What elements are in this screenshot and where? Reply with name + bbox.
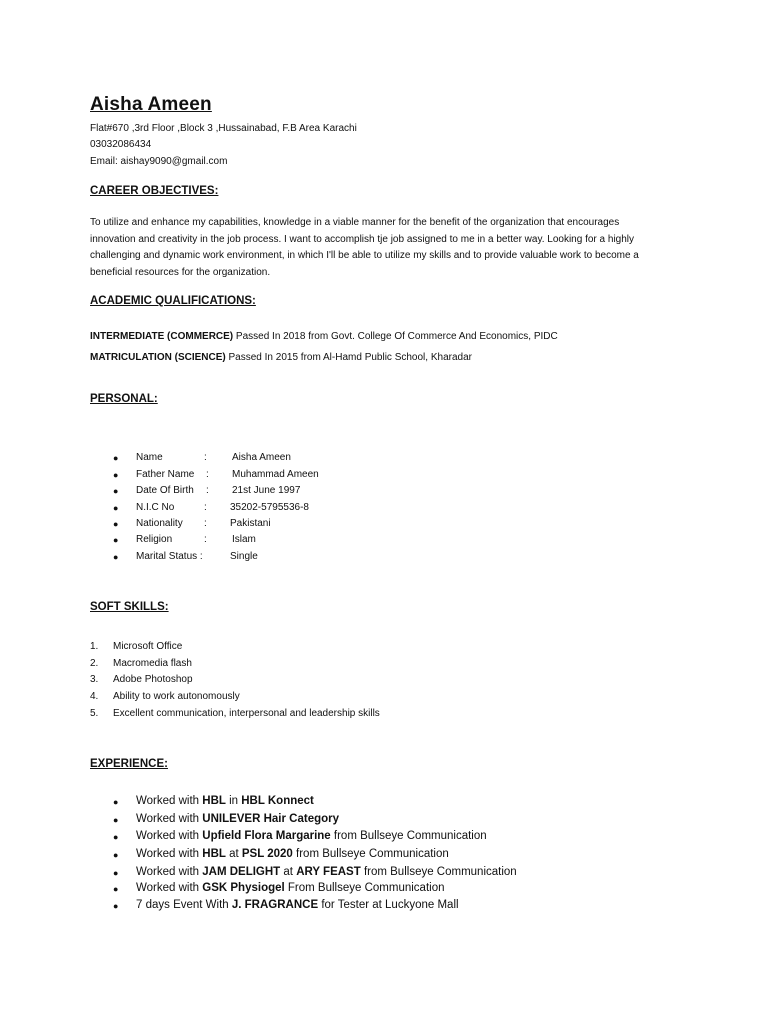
email: Email: aishay9090@gmail.com bbox=[90, 156, 228, 167]
career-line-3: challenging and dynamic work environment, in which I'll be able to utilize my skills and to provide valuable work to become a bbox=[90, 250, 639, 261]
experience-text: from Bullseye Communication bbox=[360, 866, 517, 878]
skill-item: Ability to work autonomously bbox=[113, 691, 240, 702]
experience-text: Worked with bbox=[136, 866, 203, 878]
career-objectives-heading: CAREER OBJECTIVES: bbox=[90, 185, 219, 197]
skill-item: Macromedia flash bbox=[113, 658, 192, 669]
bullet-icon: ● bbox=[113, 486, 119, 496]
skill-number: 3. bbox=[90, 674, 99, 685]
bullet-icon: ● bbox=[113, 815, 119, 825]
personal-field-label: Religion bbox=[136, 534, 173, 545]
experience-highlight: HBL bbox=[202, 795, 226, 807]
career-line-2: innovation and creativity in the job process. I want to accomplish tje job assigned to me in a better way. Looking for a highly bbox=[90, 234, 635, 245]
personal-heading: PERSONAL: bbox=[90, 393, 158, 405]
skill-number: 5. bbox=[90, 708, 99, 719]
qualification-label: INTERMEDIATE (COMMERCE) bbox=[90, 331, 234, 342]
qualification-matriculation bbox=[90, 352, 472, 363]
bullet-icon: ● bbox=[113, 503, 119, 513]
personal-field-separator: : bbox=[204, 452, 207, 463]
qualification-text: Passed In 2018 from Govt. College Of Commerce And Economics, PIDC bbox=[233, 331, 558, 342]
personal-field-separator: : bbox=[204, 534, 207, 545]
experience-text: Worked with bbox=[136, 882, 203, 894]
experience-highlight: GSK Physiogel bbox=[202, 882, 285, 894]
personal-field-label: Nationality bbox=[136, 518, 183, 529]
experience-highlight: UNILEVER Hair Category bbox=[202, 813, 340, 825]
experience-text: for Tester at Luckyone Mall bbox=[318, 899, 459, 911]
qualification-text: Passed In 2015 from Al-Hamd Public School, Kharadar bbox=[225, 352, 472, 363]
academic-heading: ACADEMIC QUALIFICATIONS: bbox=[90, 295, 256, 307]
bullet-icon: ● bbox=[113, 884, 119, 894]
qualification-label: MATRICULATION (SCIENCE) bbox=[90, 352, 226, 363]
personal-field-separator: : bbox=[204, 502, 207, 513]
address: Flat#670 ,3rd Floor ,Block 3 ,Hussainabad, F.B Area Karachi bbox=[90, 123, 357, 134]
experience-text: from Bullseye Communication bbox=[330, 830, 487, 842]
personal-field-value: Islam bbox=[232, 534, 256, 545]
experience-text: from Bullseye Communication bbox=[292, 848, 449, 860]
bullet-icon: ● bbox=[113, 832, 119, 842]
personal-field-separator: : bbox=[204, 518, 207, 529]
bullet-icon: ● bbox=[113, 552, 119, 562]
experience-text: 7 days Event With bbox=[136, 899, 232, 911]
experience-item bbox=[136, 813, 339, 825]
experience-item bbox=[136, 882, 444, 894]
personal-field-value: Aisha Ameen bbox=[232, 452, 291, 463]
skill-number: 4. bbox=[90, 691, 99, 702]
experience-text: Worked with bbox=[136, 830, 203, 842]
experience-text: in bbox=[225, 795, 242, 807]
skill-number: 1. bbox=[90, 641, 99, 652]
experience-highlight: HBL Konnect bbox=[241, 795, 314, 807]
experience-highlight: Upfield Flora Margarine bbox=[202, 830, 331, 842]
bullet-icon: ● bbox=[113, 868, 119, 878]
personal-field-label: N.I.C No bbox=[136, 502, 175, 513]
skill-number: 2. bbox=[90, 658, 99, 669]
experience-text: Worked with bbox=[136, 813, 203, 825]
bullet-icon: ● bbox=[113, 797, 119, 807]
skill-item: Microsoft Office bbox=[113, 641, 183, 652]
personal-field-value: Single bbox=[230, 551, 258, 562]
personal-field-label: Date Of Birth bbox=[136, 485, 194, 496]
soft-skills-heading: SOFT SKILLS: bbox=[90, 601, 169, 613]
personal-field-label: Name bbox=[136, 452, 163, 463]
personal-field-value: 35202-5795536-8 bbox=[230, 502, 309, 513]
qualification-intermediate bbox=[90, 331, 558, 342]
personal-field-separator: : bbox=[206, 485, 209, 496]
skill-item: Adobe Photoshop bbox=[113, 674, 193, 685]
experience-item bbox=[136, 899, 459, 911]
experience-highlight: JAM DELIGHT bbox=[202, 866, 281, 878]
experience-highlight: ARY FEAST bbox=[296, 866, 361, 878]
experience-text: at bbox=[280, 866, 297, 878]
experience-text: at bbox=[225, 848, 242, 860]
experience-text: From Bullseye Communication bbox=[284, 882, 445, 894]
experience-text: Worked with bbox=[136, 848, 203, 860]
personal-field-value: Muhammad Ameen bbox=[232, 469, 319, 480]
experience-text: Worked with bbox=[136, 795, 203, 807]
bullet-icon: ● bbox=[113, 519, 119, 529]
experience-item bbox=[136, 830, 487, 842]
personal-field-value: Pakistani bbox=[230, 518, 271, 529]
career-line-1: To utilize and enhance my capabilities, knowledge in a viable manner for the benefit of the organization that encourages bbox=[90, 217, 620, 228]
experience-highlight: PSL 2020 bbox=[241, 848, 293, 860]
bullet-icon: ● bbox=[113, 535, 119, 545]
personal-field-separator: : bbox=[206, 469, 209, 480]
experience-highlight: J. FRAGRANCE bbox=[231, 899, 319, 911]
experience-item bbox=[136, 866, 517, 878]
bullet-icon: ● bbox=[113, 850, 119, 860]
personal-field-label: Father Name bbox=[136, 469, 195, 480]
experience-heading: EXPERIENCE: bbox=[90, 758, 168, 770]
bullet-icon: ● bbox=[113, 470, 119, 480]
bullet-icon: ● bbox=[113, 901, 119, 911]
experience-highlight: HBL bbox=[202, 848, 226, 860]
experience-item bbox=[136, 795, 314, 807]
personal-field-value: 21st June 1997 bbox=[232, 485, 301, 496]
career-line-4: beneficial resources for the organization. bbox=[90, 267, 271, 278]
experience-item bbox=[136, 848, 449, 860]
bullet-icon: ● bbox=[113, 453, 119, 463]
candidate-name: Aisha Ameen bbox=[90, 94, 212, 115]
phone-number: 03032086434 bbox=[90, 139, 152, 150]
personal-field-label: Marital Status : bbox=[136, 551, 203, 562]
skill-item: Excellent communication, interpersonal and leadership skills bbox=[113, 708, 380, 719]
